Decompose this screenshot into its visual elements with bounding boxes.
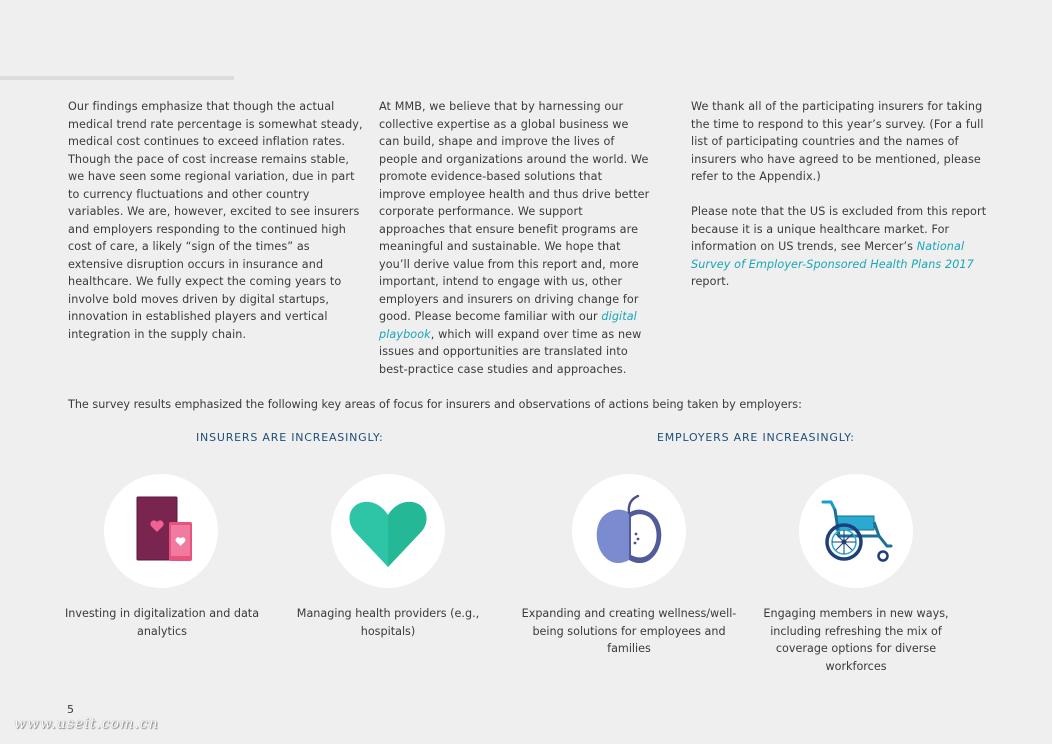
- wellness-caption: Expanding and creating wellness/well-being solutions for employees and families: [521, 607, 737, 655]
- wellness-item-circle: [572, 474, 686, 588]
- top-rule: [0, 76, 234, 80]
- mercer-survey-link[interactable]: National Survey of Employer-Sponsored Health Plans 2017: [691, 240, 974, 271]
- watermark: www.useit.com.cn: [14, 716, 159, 732]
- heart-icon: [331, 474, 445, 588]
- survey-intro: The survey results emphasized the following key areas of focus for insurers and observations of actions being taken by employers:: [68, 398, 802, 411]
- mmb-paragraph: [379, 98, 651, 378]
- text-column-3: [691, 98, 991, 308]
- us-note-text-end: report.: [691, 275, 730, 288]
- us-note-text: Please note that the US is excluded from this report because it is a unique healthcare market. For information on US trends, see Mercer’s: [691, 205, 987, 253]
- thanks-paragraph: We thank all of the participating insurers for taking the time to respond to this year’s survey. (For a full list of participating countries and the names of insurers who have agreed to be mentioned, please refer to the Appendix.): [691, 100, 984, 183]
- digital-caption: Investing in digitalization and data analytics: [64, 607, 260, 638]
- digital-playbook-link[interactable]: digital playbook: [379, 310, 637, 341]
- mmb-text: At MMB, we believe that by harnessing our collective expertise as a global business we can build, shape and improve the lives of people and organizations around the world. We promote evidence-based solutions that improve employee health and thus drive better corporate performance. We support approaches that ensure benefit programs are meaningful and sustainable. We hope that you’ll derive value from this report and, more important, intend to engage with us, other employers and insurers on driving change for good. Please become familiar with our: [379, 100, 650, 323]
- members-item-circle: [799, 474, 913, 588]
- digital-item-circle: [104, 474, 218, 588]
- text-column-1: [68, 98, 364, 361]
- wheelchair-icon: [799, 474, 913, 588]
- page-number: 5: [67, 703, 74, 716]
- insurers-heading: INSURERS ARE INCREASINGLY:: [196, 431, 384, 444]
- apple-icon: [572, 474, 686, 588]
- devices-heart-icon: [104, 474, 218, 588]
- providers-item-circle: [331, 474, 445, 588]
- employers-heading: EMPLOYERS ARE INCREASINGLY:: [657, 431, 855, 444]
- members-caption: Engaging members in new ways, including refreshing the mix of coverage options for diverse workforces: [763, 607, 949, 673]
- providers-caption: Managing health providers (e.g., hospitals): [296, 607, 480, 638]
- findings-paragraph: Our findings emphasize that though the actual medical trend rate percentage is somewhat steady, medical cost continues to exceed inflation rates. Though the pace of cost increase remains stable, we have seen some regional variation, due in part to currency fluctuations and other country variables. We are, however, excited to see insurers and employers responding to the continued high cost of care, a likely “sign of the times” as extensive disruption occurs in insurance and healthcare. We fully expect the coming years to involve bold moves driven by digital startups, innovation in established players and vertical integration in the supply chain.: [68, 100, 363, 341]
- us-note-paragraph: [691, 203, 991, 291]
- mmb-text-end: , which will expand over time as new issues and opportunities are translated into best-practice case studies and approaches.: [379, 327, 642, 376]
- text-column-2: [379, 98, 651, 396]
